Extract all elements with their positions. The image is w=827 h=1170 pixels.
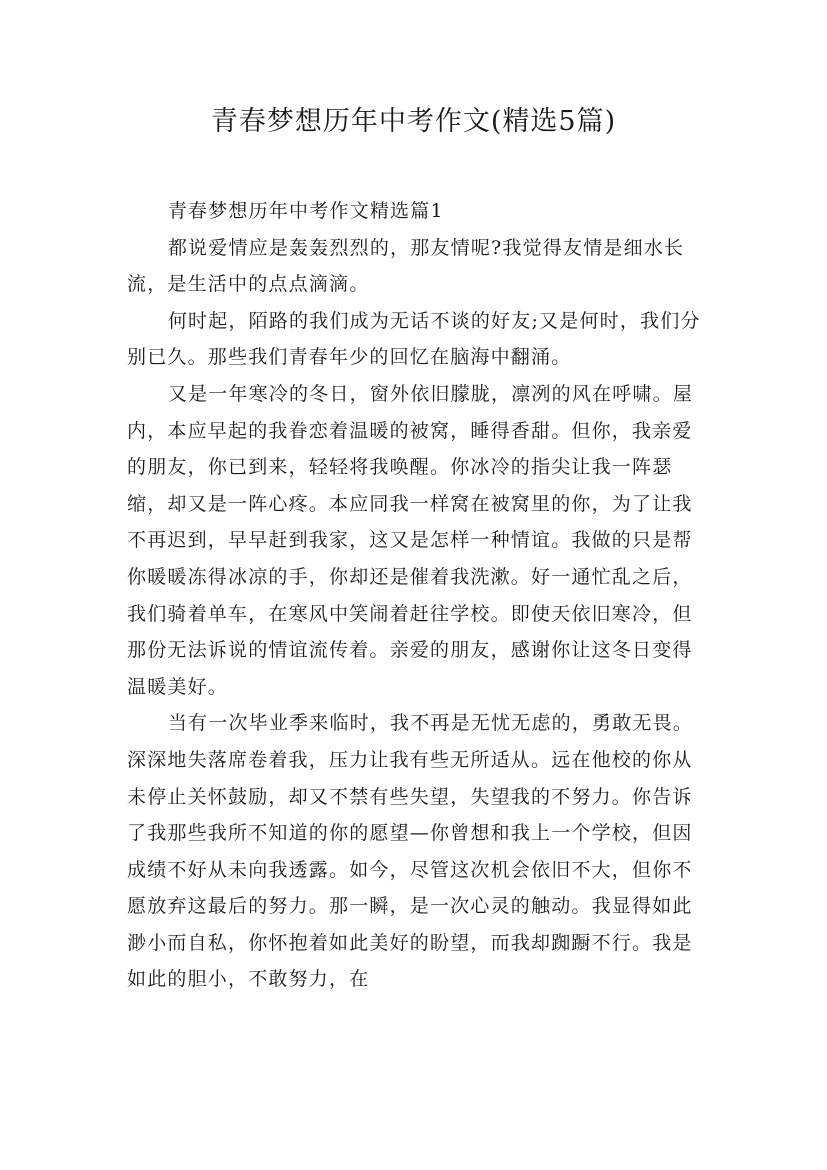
document-body [127,193,707,998]
document-title: 青春梦想历年中考作文(精选5篇) [210,106,617,137]
paragraph: 都说爱情应是轰轰烈烈的，那友情呢?我觉得友情是细水长流，是生活中的点点滴滴。 [127,236,685,296]
paragraph: 何时起，陌路的我们成为无话不谈的好友;又是何时，我们分别已久。那些我们青春年少的回忆在脑海中翻涌。 [127,309,701,369]
paragraph: 又是一年寒冷的冬日，窗外依旧朦胧，凛冽的风在呼啸。屋内，本应早起的我眷恋着温暖的被窝，睡得香甜。但你，我亲爱的朋友，你已到来，轻轻将我唤醒。你冰冷的指尖让我一阵瑟缩，却又是一阵心疼。本应同我一样窝在被窝里的你，为了让我不再迟到，早早赶到我家，这又是怎样一种情谊。我做的只是帮你暖暖冻得冰凉的手，你却还是催着我洗漱。好一通忙乱之后，我们骑着单车，在寒风中笑闹着赶往学校。即使天依旧寒冷，但那份无法诉说的情谊流传着。亲爱的朋友，感谢你让这冬日变得温暖美好。 [127,382,694,698]
paragraph: 当有一次毕业季来临时，我不再是无忧无虑的，勇敢无畏。深深地失落席卷着我，压力让我有些无所适从。远在他校的你从未停止关怀鼓励，却又不禁有些失望，失望我的不努力。你告诉了我那些我所不知道的你的愿望—你曾想和我上一个学校，但因成绩不好从未向我透露。如今，尽管这次机会依旧不大，但你不愿放弃这最后的努力。那一瞬，是一次心灵的触动。我显得如此渺小而自私，你怀抱着如此美好的盼望，而我却踟蹰不行。我是如此的胆小，不敢努力，在 [127,712,694,991]
section-heading: 青春梦想历年中考作文精选篇1 [167,200,444,222]
